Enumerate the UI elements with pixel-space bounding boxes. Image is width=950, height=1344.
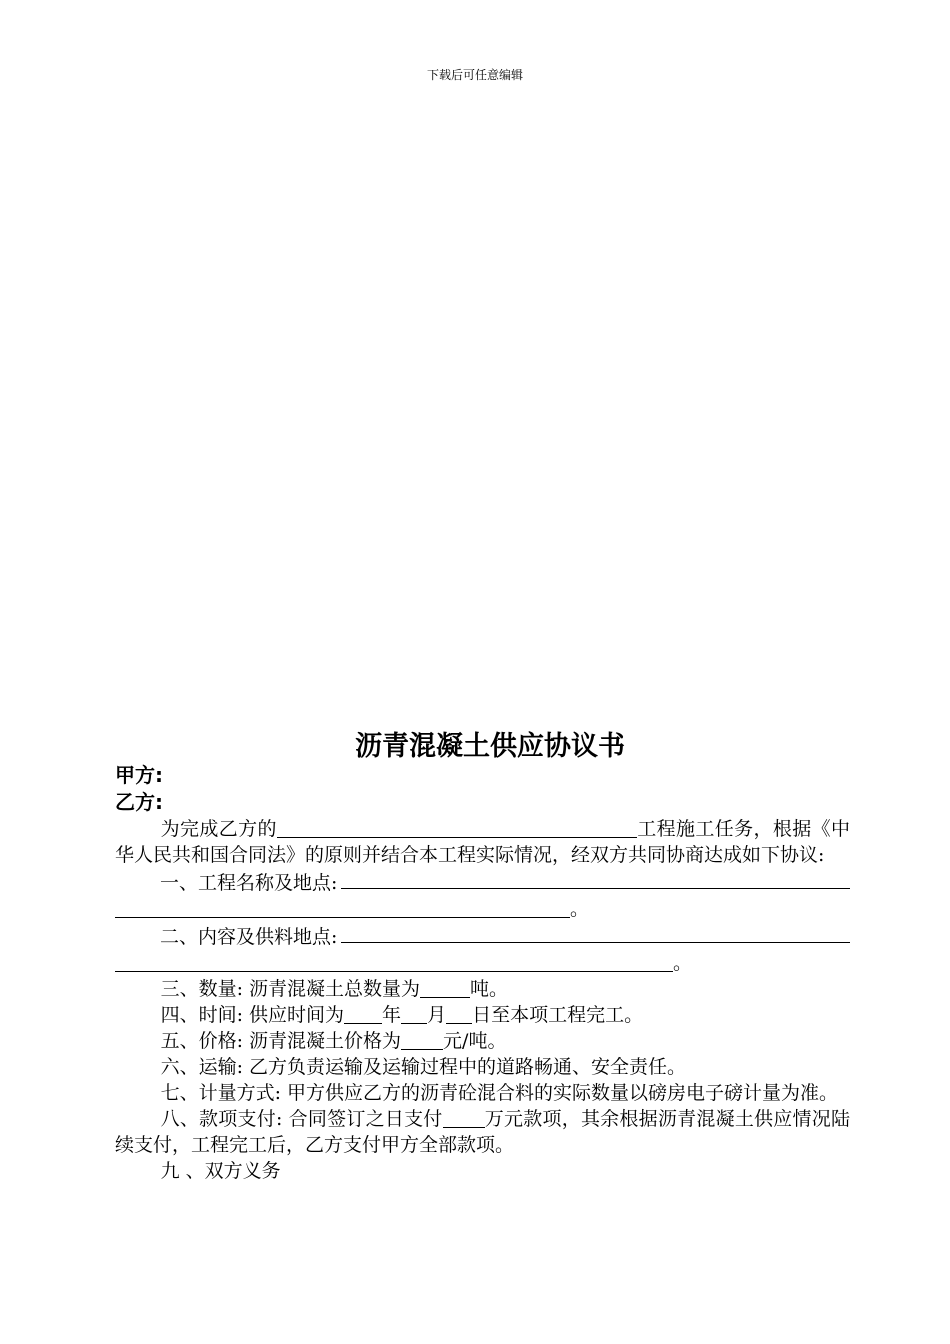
clause-2 [115, 922, 850, 950]
month-label: 月 [427, 1004, 447, 1026]
clause-5-unit: 元/吨。 [443, 1030, 507, 1052]
clause-9: 九 、双方义务 [160, 1160, 281, 1182]
clause-1-continuation [115, 896, 850, 922]
clause-6: 六、运输: 乙方负责运输及运输过程中的道路畅通、安全责任。 [160, 1056, 687, 1078]
document-title: 沥青混凝土供应协议书 [355, 731, 625, 762]
clause-1-blank-2[interactable] [115, 898, 570, 918]
intro-suffix: 工程施工任务，根据《中华人民共和国合同法》的原则并结合本工程实际情况，经双方共同协商达成如下协议: [115, 818, 850, 866]
party-a-label: 甲方: [115, 763, 163, 787]
clause-2-blank-2[interactable] [115, 952, 673, 972]
year-label: 年 [382, 1004, 402, 1026]
clause-1 [115, 868, 850, 896]
clause-5-text: 五、价格: 沥青混凝土价格为 [160, 1030, 402, 1052]
clause-4 [115, 1002, 850, 1028]
day-blank[interactable] [446, 1004, 472, 1024]
intro-paragraph [115, 816, 850, 868]
clause-2-end: 。 [673, 952, 693, 974]
month-blank[interactable] [401, 1004, 427, 1024]
clause-4-end: 日至本项工程完工。 [472, 1004, 644, 1026]
clause-8-text: 八、款项支付: 合同签订之日支付 [160, 1108, 443, 1130]
clause-1-text: 一、工程名称及地点: [160, 872, 338, 894]
clause-8-rest: 万元款项，其余根据沥青混凝土供应情况陆续支付，工程完工后，乙方支付甲方全部款项。 [115, 1108, 850, 1156]
clause-3-text: 三、数量: 沥青混凝土总数量为 [160, 978, 421, 1000]
clause-8 [115, 1106, 850, 1158]
payment-blank[interactable] [443, 1108, 485, 1128]
party-b-label: 乙方: [115, 790, 163, 814]
clause-7: 七、计量方式: 甲方供应乙方的沥青砼混合料的实际数量以磅房电子磅计量为准。 [160, 1082, 839, 1104]
clause-3 [115, 976, 850, 1002]
clause-1-blank[interactable] [341, 868, 850, 889]
intro-prefix: 为完成乙方的 [160, 818, 277, 840]
clause-3-unit: 吨。 [470, 978, 509, 1000]
clause-1-end: 。 [570, 898, 590, 920]
clause-2-blank[interactable] [341, 922, 850, 943]
clause-4-text: 四、时间: 供应时间为 [160, 1004, 345, 1026]
clause-2-continuation [115, 950, 850, 976]
year-blank[interactable] [344, 1004, 382, 1024]
clause-2-text: 二、内容及供料地点: [160, 926, 338, 948]
header-note: 下载后可任意编辑 [426, 68, 523, 82]
clause-5 [115, 1028, 850, 1054]
quantity-blank[interactable] [420, 978, 470, 998]
document-body [115, 762, 850, 1184]
price-blank[interactable] [401, 1030, 443, 1050]
project-name-blank[interactable] [277, 818, 637, 838]
